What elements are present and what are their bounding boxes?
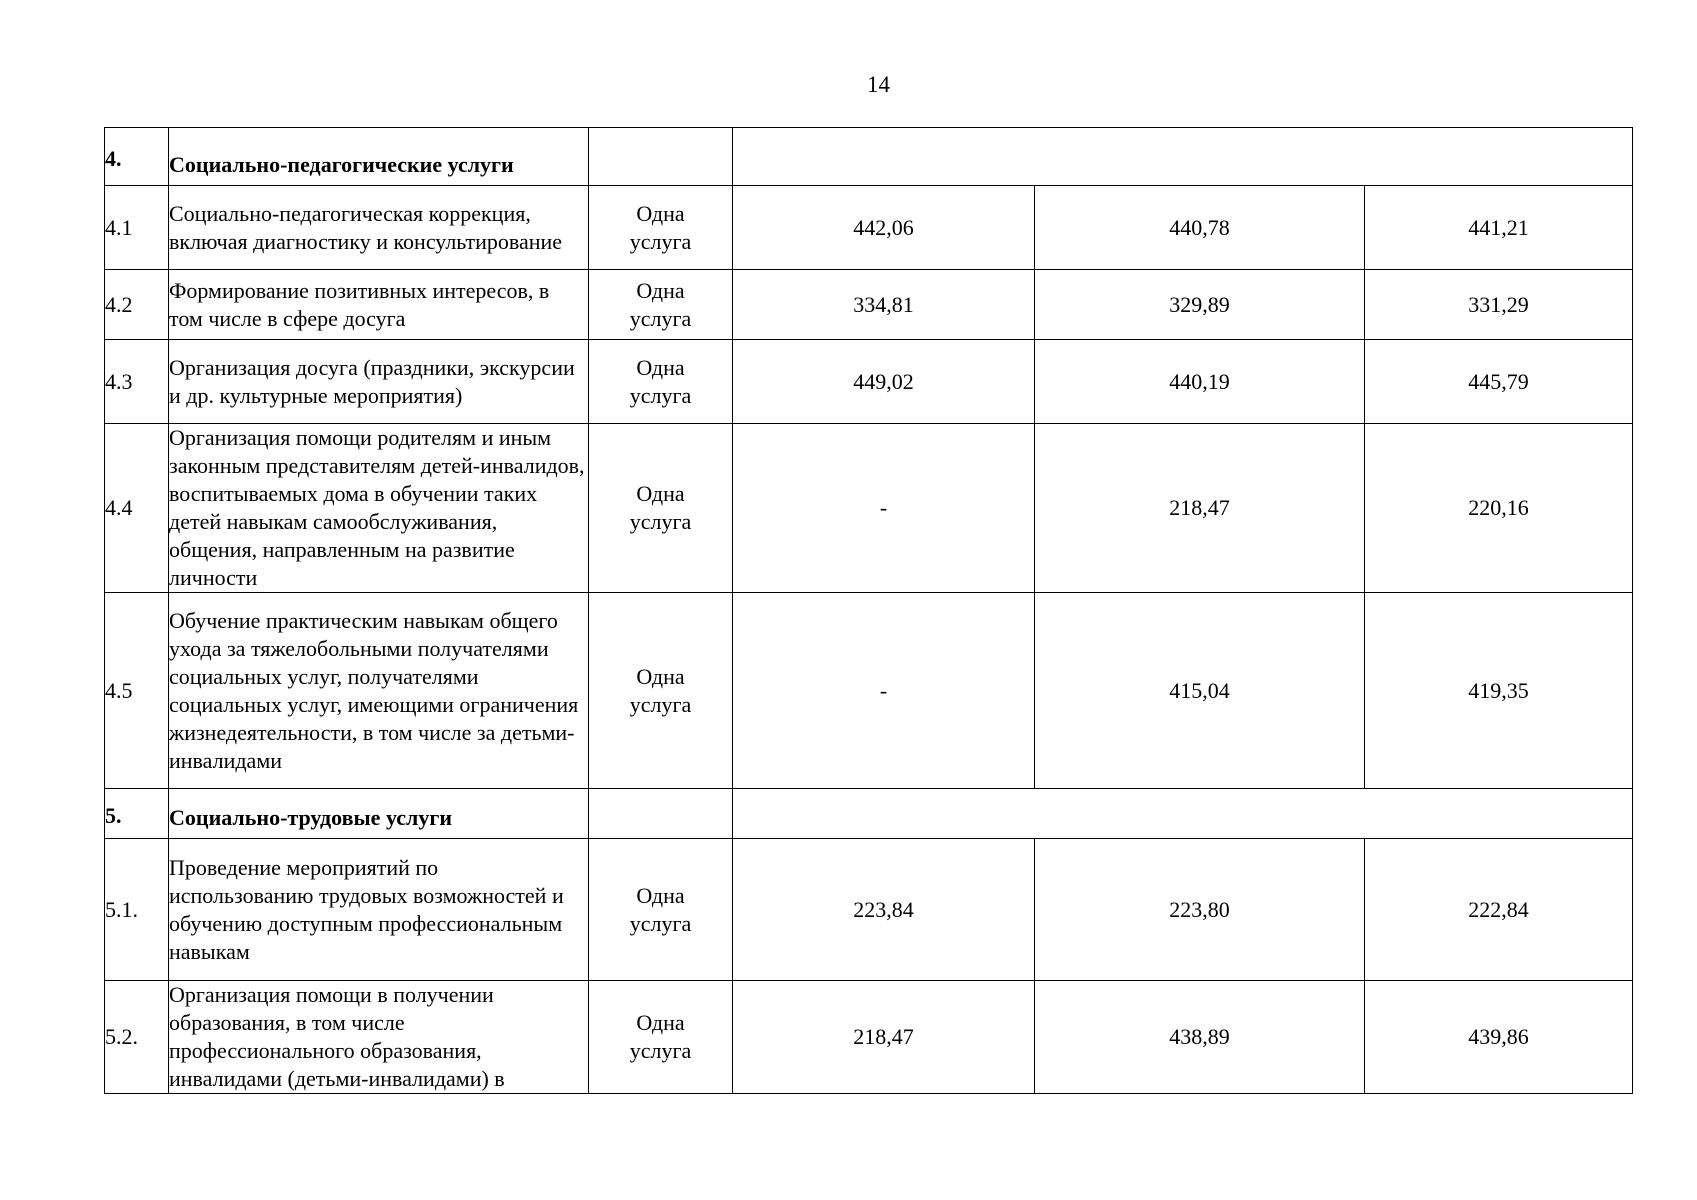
section-number: 5. [105,789,169,839]
unit-of-measure: услуга [629,305,692,331]
unit-of-measure: Одна [636,663,685,689]
tariff-value: 442,06 [733,186,1035,270]
tariff-value: - [733,424,1035,593]
section-values-cell [733,789,1633,839]
service-name: Проведение мероприятий по использованию трудовых возможностей и обучению доступным профессиональным навыкам [169,839,589,981]
tariff-value: 223,84 [733,839,1035,981]
section-title: Социально-педагогические услуги [169,128,589,186]
tariff-value: 440,19 [1035,340,1365,424]
section-unit-cell [589,789,733,839]
tariff-value: 220,16 [1365,424,1633,593]
section-header-row [105,128,1633,186]
tariff-value: 329,89 [1035,270,1365,340]
page-number: 14 [867,72,890,97]
unit-cell [589,839,733,981]
section-header-row [105,789,1633,839]
tariff-value: 419,35 [1365,593,1633,789]
table-row [105,981,1633,1094]
tariff-value: 439,86 [1365,981,1633,1094]
service-name: Организация досуга (праздники, экскурсии и др. культурные мероприятия) [169,340,589,424]
unit-cell [589,424,733,593]
tariff-value: 218,47 [733,981,1035,1094]
tariff-value: 438,89 [1035,981,1365,1094]
unit-cell [589,186,733,270]
service-name: Организация помощи в получении образования, в том числе профессионального образования, инвалидами (детьми-инвалидами) в [169,981,589,1094]
service-number: 5.1. [105,839,169,981]
service-name: Организация помощи родителям и иным законным представителям детей-инвалидов, воспитываемых дома в обучении таких детей навыкам самообслуживания, общения, направленным на развитие личности [169,424,589,593]
service-name: Социально-педагогическая коррекция, включая диагностику и консультирование [169,186,589,270]
table-row [105,186,1633,270]
table-row [105,340,1633,424]
tariff-value: 331,29 [1365,270,1633,340]
table-row [105,270,1633,340]
service-name: Обучение практическим навыкам общего ухода за тяжелобольными получателями социальных услуг, получателями социальных услуг, имеющими ограничения жизнедеятельности, в том числе за детьми-инвалидами [169,593,589,789]
tariff-value: 222,84 [1365,839,1633,981]
tariff-value: 218,47 [1035,424,1365,593]
section-number: 4. [105,128,169,186]
unit-of-measure: Одна [636,882,685,908]
tariff-value: 441,21 [1365,186,1633,270]
unit-of-measure: Одна [636,200,685,226]
tariff-value: 445,79 [1365,340,1633,424]
unit-cell [589,340,733,424]
table-row [105,593,1633,789]
section-unit-cell [589,128,733,186]
unit-of-measure: услуга [629,691,692,717]
tariff-value: 334,81 [733,270,1035,340]
unit-of-measure: Одна [636,354,685,380]
section-title: Социально-трудовые услуги [169,789,589,839]
unit-of-measure: услуга [629,382,692,408]
tariff-value: 415,04 [1035,593,1365,789]
service-number: 4.5 [105,593,169,789]
service-number: 4.3 [105,340,169,424]
unit-of-measure: Одна [636,1010,685,1035]
service-name: Формирование позитивных интересов, в том числе в сфере досуга [169,270,589,340]
unit-of-measure: услуга [629,509,692,534]
unit-of-measure: услуга [629,228,692,254]
tariff-value: 449,02 [733,340,1035,424]
service-number: 4.4 [105,424,169,593]
service-number: 4.1 [105,186,169,270]
tariff-table-body [105,128,1633,1094]
tariff-table [104,127,1633,1094]
table-row [105,839,1633,981]
service-number: 4.2 [105,270,169,340]
unit-cell [589,593,733,789]
tariff-value: 223,80 [1035,839,1365,981]
table-row [105,424,1633,593]
tariff-value: - [733,593,1035,789]
unit-of-measure: услуга [629,1038,692,1063]
unit-cell [589,270,733,340]
section-values-cell [733,128,1633,186]
unit-cell [589,981,733,1094]
unit-of-measure: услуга [629,910,692,936]
unit-of-measure: Одна [636,481,685,506]
unit-of-measure: Одна [636,277,685,303]
service-number: 5.2. [105,981,169,1094]
tariff-value: 440,78 [1035,186,1365,270]
